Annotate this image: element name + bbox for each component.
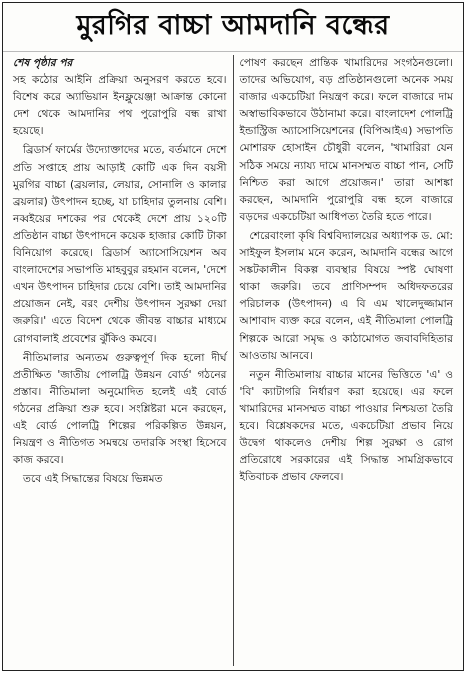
- continued-from-label: শেষ পৃষ্ঠার পর: [13, 57, 73, 69]
- paragraph: পোষণ করছেন প্রান্তিক খামারিদের সংগঠনগুলো। তাদের অভিযোগ, বড় প্রতিষ্ঠানগুলো অনেক সময় বাজার একচেটিয়া নিয়ন্ত্রণ করে। ফলে বাজারে দাম অস্বাভাবিকভাবে উঠানামা করে। বাংলাদেশ পোলট্রি ইন্ডাস্ট্রিজ অ্যাসোসিয়েশনের (বিপিআইএ) সভাপতি মোশারফ হোসাইন চৌধুরী বলেন, 'খামারিরা যেন সঠিক সময়ে ন্যায্য দামে মানসম্মত বাচ্চা পান, সেটি নিশ্চিত করা আগে প্রয়োজন।' তারা আশঙ্কা করছেন, আমদানি পুরোপুরি বন্ধ হলে বাজারে বড়দের একচেটিয়া আধিপত্য তৈরি হতে পারে।: [239, 57, 453, 223]
- headline: মুরগির বাচ্চা আমদানি বন্ধের: [3, 3, 463, 52]
- left-column: [11, 55, 234, 666]
- paragraph: নতুন নীতিমালায় বাচ্চার মানের ভিত্তিতে 'এ' ও 'বি' ক্যাটাগরি নির্ধারণ করা হয়েছে। এর ফলে খামারিদের মানসম্মত বাচ্চা পাওয়ার নিশ্চয়তা তৈরি হবে। বিশ্লেষকদের মতে, একচেটিয়া প্রভাব নিয়ে উদ্বেগ থাকলেও দেশীয় শিল্প সুরক্ষা ও রোগ প্রতিরোধে সরকারের এই সিদ্ধান্ত সামগ্রিকভাবে ইতিবাচক প্রভাব ফেলবে।: [239, 368, 453, 484]
- paragraph: ব্রিডার্স ফার্মের উদ্যোক্তাদের মতে, বর্তমানে দেশে প্রতি সপ্তাহে প্রায় আড়াই কোটি এক দিন বয়সী মুরগির বাচ্চা (ব্রয়লার, লেয়ার, সোনালি ও কালার ব্রয়লার) উৎপাদন হচ্ছে, যা চাহিদার তুলনায় বেশি। নব্বইয়ের দশকের পর থেকেই দেশে প্রায় ১২০টি প্রতিষ্ঠান বাচ্চা উৎপাদনে কয়েক হাজার কোটি টাকা বিনিয়োগ করেছে। ব্রিডার্স অ্যাসোসিয়েশন অব বাংলাদেশের সভাপতি মাহবুবুর রহমান বলেন, 'দেশে এখন উৎপাদন চাহিদার চেয়ে বেশি। তাই আমদানির প্রয়োজন নেই, বরং দেশীয় উৎপাদন সুরক্ষা দেয়া জরুরি।' এতে বিদেশ থেকে জীবন্ত বাচ্চার মাধ্যমে রোগবালাই প্রবেশের ঝুঁকিও কমবে।: [13, 144, 227, 345]
- article-body: [11, 55, 455, 666]
- paragraph: শেরেবাংলা কৃষি বিশ্ববিদ্যালয়ের অধ্যাপক ড. মো: সাইফুল ইসলাম মনে করেন, আমদানি বন্ধের আগে সঙ্কটকালীন বিকল্প ব্যবস্থার বিষয়ে স্পষ্ট ঘোষণা থাকা জরুরি। তবে প্রাণিসম্পদ অধিদফতরের পরিচালক (উৎপাদন) এ বি এম খালেদুজ্জামান আশাবাদ ব্যক্ত করে বলেন, এই নীতিমালা পোলট্রি শিল্পকে আরো সমৃদ্ধ ও কাঠামোগত জবাবদিহিতার আওতায় আনবে।: [239, 229, 453, 362]
- newspaper-clipping: [2, 2, 464, 671]
- paragraph: নীতিমালার অন্যতম গুরুত্বপূর্ণ দিক হলো দীর্ঘ প্রতীক্ষিত 'জাতীয় পোলট্রি উন্নয়ন বোর্ড' গঠনের প্রস্তাব। নীতিমালা অনুমোদিত হলেই এই বোর্ড গঠনের প্রক্রিয়া শুরু হবে। সংশ্লিষ্টরা মনে করছেন, এই বোর্ড পোলট্রি শিল্পের পরিকল্পিত উন্নয়ন, নিয়ন্ত্রণ ও নীতিগত সমন্বয়ে তদারকি সংস্থা হিসেবে কাজ করবে।: [13, 351, 227, 467]
- right-column: [234, 55, 456, 666]
- paragraph: তবে এই সিদ্ধান্তের বিষয়ে ভিন্নমত: [23, 473, 163, 486]
- paragraph: সহ কঠোর আইনি প্রক্রিয়া অনুসরণ করতে হবে। বিশেষ করে অ্যাভিয়ান ইনফ্লুয়েঞ্জা আক্রান্ত কোনো দেশ থেকে আমদানির পথ পুরোপুরি বন্ধ রাখা হয়েছে।: [13, 74, 227, 138]
